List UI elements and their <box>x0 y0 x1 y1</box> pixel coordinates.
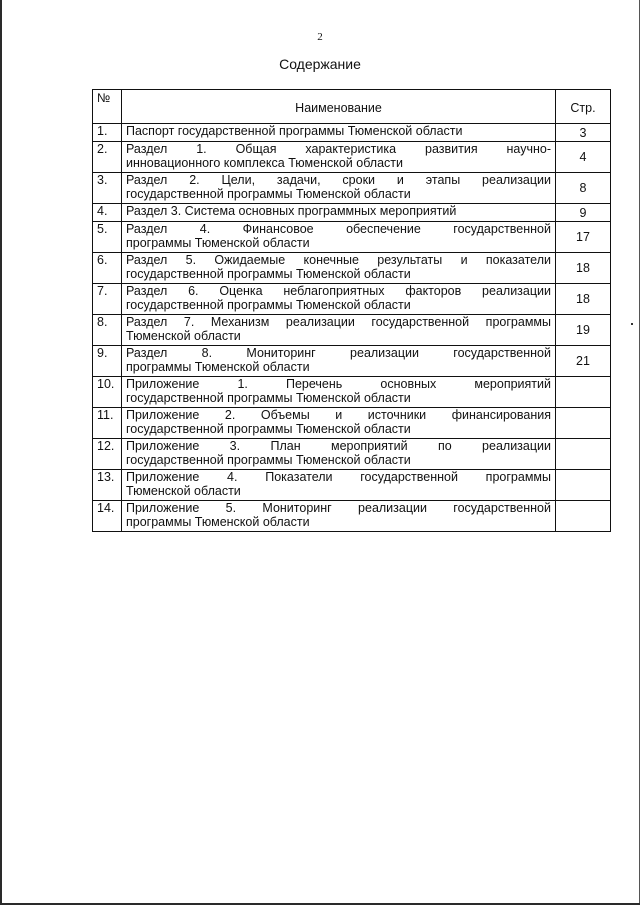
row-title-line: государственной программы Тюменской области <box>126 453 411 467</box>
table-row <box>93 346 611 377</box>
row-title-line: Раздел 1. Общая характеристика развития научно- <box>126 142 551 156</box>
row-title-line: государственной программы Тюменской области <box>126 267 411 281</box>
row-title-line: государственной программы Тюменской области <box>126 391 411 405</box>
row-title-line: программы Тюменской области <box>126 236 310 250</box>
row-title <box>122 253 556 284</box>
row-number: 14. <box>93 501 122 532</box>
header-page: Стр. <box>556 90 611 124</box>
contents-table <box>92 89 611 532</box>
table-row <box>93 315 611 346</box>
row-title-line: Раздел 8. Мониторинг реализации государственной <box>126 346 551 360</box>
row-title-line: Приложение 3. План мероприятий по реализации <box>126 439 551 453</box>
row-page: 9 <box>556 204 611 222</box>
scan-speck <box>631 323 633 325</box>
row-title <box>122 439 556 470</box>
row-number: 3. <box>93 173 122 204</box>
row-title-line: государственной программы Тюменской области <box>126 187 411 201</box>
row-title-line: Паспорт государственной программы Тюменской области <box>126 124 463 138</box>
row-page: 3 <box>556 124 611 142</box>
row-title <box>122 284 556 315</box>
row-title <box>122 204 556 222</box>
row-title <box>122 142 556 173</box>
row-number: 13. <box>93 470 122 501</box>
row-title-line: Раздел 7. Механизм реализации государственной программы <box>126 315 551 329</box>
row-title <box>122 501 556 532</box>
row-title <box>122 408 556 439</box>
row-title-line: Раздел 6. Оценка неблагоприятных факторов реализации <box>126 284 551 298</box>
row-title-line: государственной программы Тюменской области <box>126 298 411 312</box>
table-row <box>93 222 611 253</box>
table-row <box>93 377 611 408</box>
table-row <box>93 253 611 284</box>
row-title-line: Приложение 1. Перечень основных мероприятий <box>126 377 551 391</box>
row-page: 18 <box>556 284 611 315</box>
scan-edge-left <box>0 0 2 905</box>
row-title <box>122 124 556 142</box>
row-title <box>122 222 556 253</box>
row-number: 1. <box>93 124 122 142</box>
row-page: 18 <box>556 253 611 284</box>
table-row <box>93 439 611 470</box>
table-row <box>93 173 611 204</box>
row-title-line: Приложение 2. Объемы и источники финансирования <box>126 408 551 422</box>
table-row <box>93 142 611 173</box>
row-page: 21 <box>556 346 611 377</box>
row-title-line: Раздел 2. Цели, задачи, сроки и этапы реализации <box>126 173 551 187</box>
row-number: 11. <box>93 408 122 439</box>
page-number: 2 <box>317 31 323 43</box>
table-row <box>93 284 611 315</box>
table-row <box>93 501 611 532</box>
row-title-line: государственной программы Тюменской области <box>126 422 411 436</box>
row-page: 8 <box>556 173 611 204</box>
row-number: 10. <box>93 377 122 408</box>
row-title-line: программы Тюменской области <box>126 360 310 374</box>
row-title <box>122 173 556 204</box>
table-row <box>93 470 611 501</box>
header-name: Наименование <box>122 90 556 124</box>
row-number: 6. <box>93 253 122 284</box>
row-title-line: Приложение 5. Мониторинг реализации государственной <box>126 501 551 515</box>
row-page: 19 <box>556 315 611 346</box>
row-page <box>556 377 611 408</box>
row-number: 8. <box>93 315 122 346</box>
row-title-line: Раздел 4. Финансовое обеспечение государственной <box>126 222 551 236</box>
row-title-line: инновационного комплекса Тюменской области <box>126 156 403 170</box>
row-number: 7. <box>93 284 122 315</box>
page-title: Содержание <box>279 56 361 72</box>
table-row <box>93 408 611 439</box>
row-page <box>556 439 611 470</box>
row-page <box>556 501 611 532</box>
row-title-line: Тюменской области <box>126 329 241 343</box>
row-number: 5. <box>93 222 122 253</box>
row-title <box>122 470 556 501</box>
row-title-line: Раздел 5. Ожидаемые конечные результаты и показатели <box>126 253 551 267</box>
row-title <box>122 346 556 377</box>
row-title-line: программы Тюменской области <box>126 515 310 529</box>
row-page: 4 <box>556 142 611 173</box>
row-number: 2. <box>93 142 122 173</box>
table-row <box>93 124 611 142</box>
table-row <box>93 204 611 222</box>
row-title <box>122 315 556 346</box>
row-page <box>556 470 611 501</box>
row-page: 17 <box>556 222 611 253</box>
row-page <box>556 408 611 439</box>
row-number: 9. <box>93 346 122 377</box>
row-title-line: Приложение 4. Показатели государственной программы <box>126 470 551 484</box>
table-header-row <box>93 90 611 124</box>
row-title-line: Раздел 3. Система основных программных мероприятий <box>126 204 457 218</box>
row-title-line: Тюменской области <box>126 484 241 498</box>
row-title <box>122 377 556 408</box>
header-number: № <box>93 90 122 124</box>
row-number: 4. <box>93 204 122 222</box>
contents-table-body <box>93 124 611 532</box>
row-number: 12. <box>93 439 122 470</box>
